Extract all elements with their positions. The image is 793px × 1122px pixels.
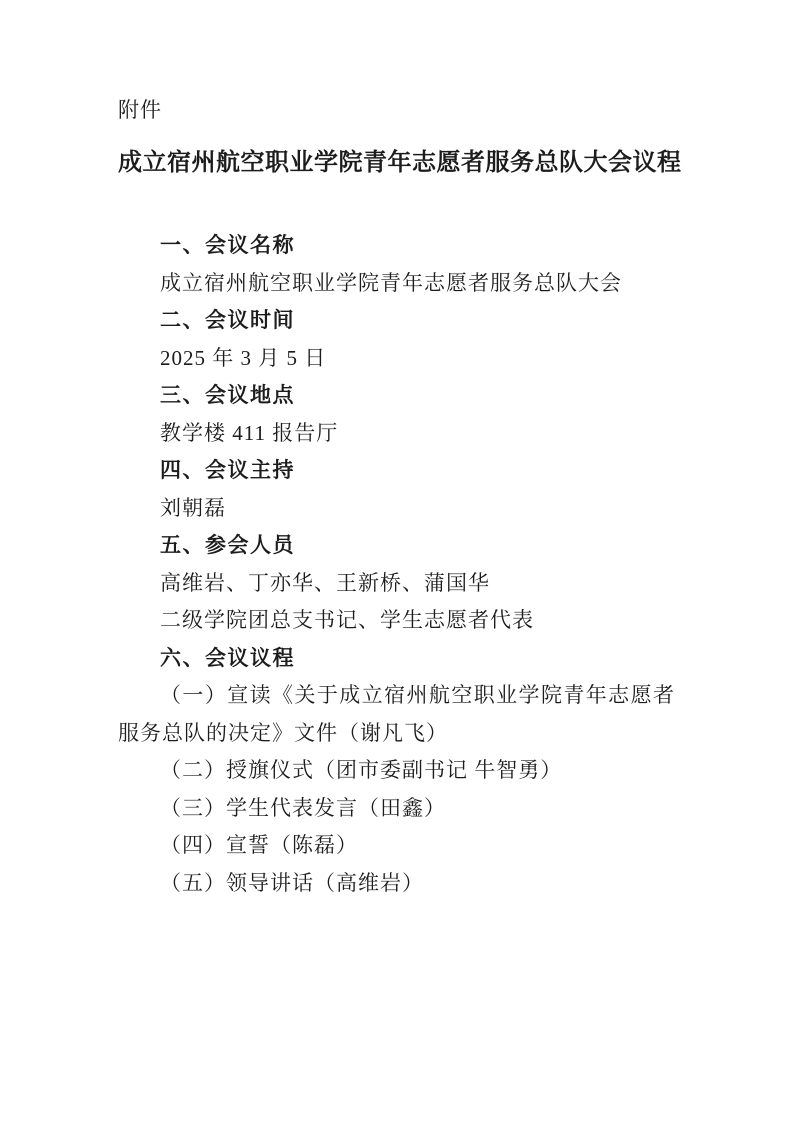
participants-line-representatives: 二级学院团总支书记、学生志愿者代表 [160,608,534,632]
section-heading-participants: 五、参会人员 [160,534,295,557]
document-title: 成立宿州航空职业学院青年志愿者服务总队大会议程 [118,150,682,176]
section-heading-meeting-location: 三、会议地点 [160,384,295,407]
meeting-location-value: 教学楼 411 报告厅 [160,420,339,445]
section-heading-meeting-name: 一、会议名称 [160,234,295,257]
participants-line-leaders: 高维岩、丁亦华、王新桥、蒲国华 [160,570,490,595]
attachment-label: 附件 [118,98,162,122]
meeting-name-value: 成立宿州航空职业学院青年志愿者服务总队大会 [160,270,622,295]
agenda-item-2: （二）授旗仪式（团市委副书记 牛智勇） [160,758,563,782]
section-heading-agenda: 六、会议议程 [160,646,295,670]
agenda-item-5: （五）领导讲话（高维岩） [160,870,424,895]
section-heading-meeting-time: 二、会议时间 [160,309,295,332]
section-heading-meeting-host: 四、会议主持 [160,459,295,482]
agenda-item-3: （三）学生代表发言（田鑫） [160,795,446,820]
meeting-host-value: 刘朝磊 [160,495,226,520]
agenda-item-1: （一）宣读《关于成立宿州航空职业学院青年志愿者服务总队的决定》文件（谢凡飞） [118,683,675,745]
meeting-time-value: 2025 年 3 月 5 日 [160,345,327,370]
document-body [118,227,675,902]
agenda-item-4: （四）宣誓（陈磊） [160,833,358,857]
